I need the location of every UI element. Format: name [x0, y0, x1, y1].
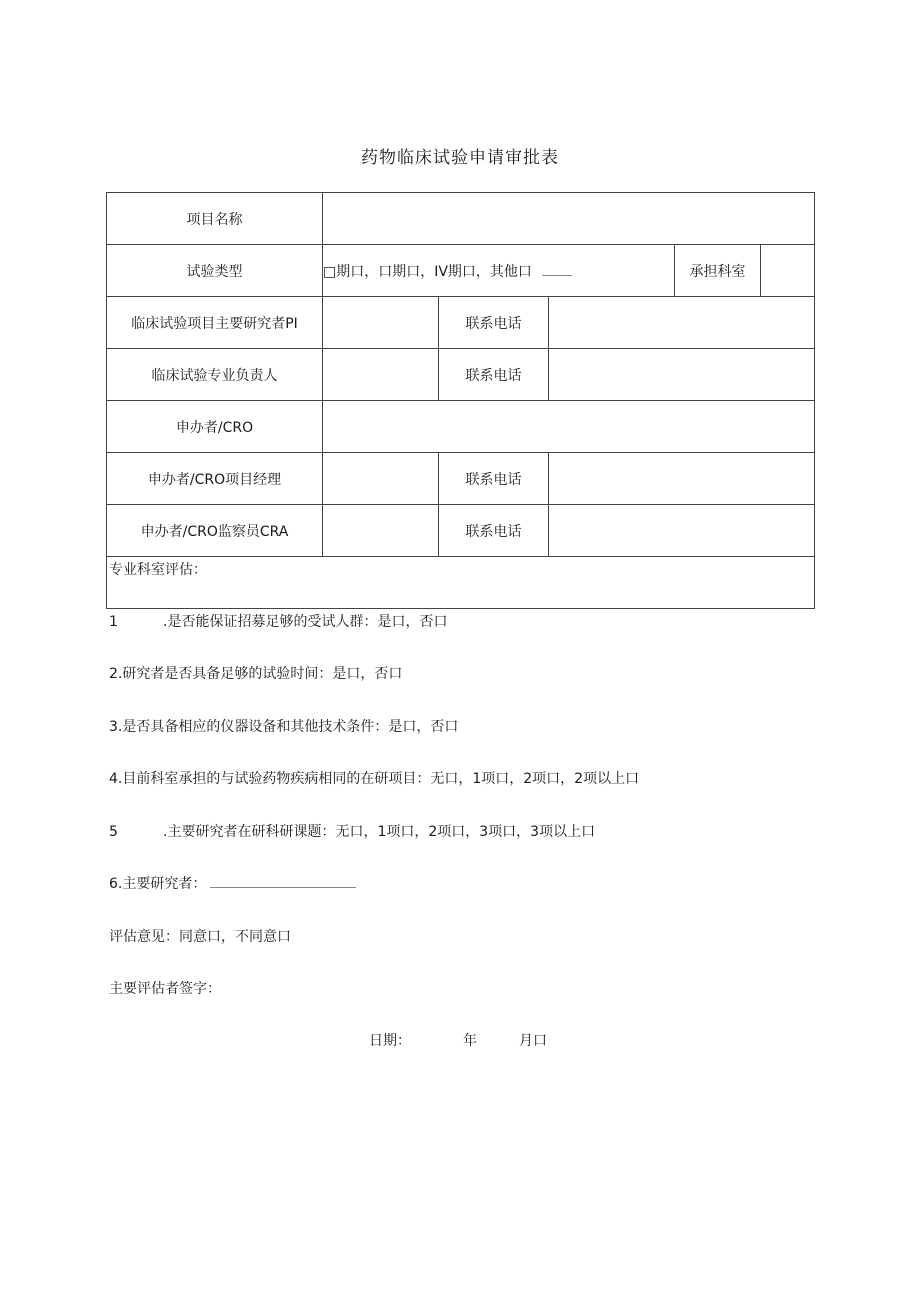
item-1-number: 1: [109, 614, 118, 630]
dept-field[interactable]: [761, 245, 815, 297]
row-pi: [107, 297, 815, 349]
row-specialty-head: [107, 349, 815, 401]
specialty-head-field[interactable]: [323, 349, 439, 401]
item-1-text: .是否能保证招募足够的受试人群：是口，否口: [163, 614, 448, 630]
specialty-head-phone-field[interactable]: [549, 349, 815, 401]
evaluation-item-3[interactable]: 3.是否具备相应的仪器设备和其他技术条件：是口，否口: [109, 719, 459, 735]
application-form-table: [106, 192, 815, 1049]
evaluation-item-6: [109, 873, 356, 893]
evaluation-heading: 专业科室评估：: [109, 562, 207, 578]
dept-label: 承担科室: [675, 245, 761, 297]
date-row[interactable]: [369, 1030, 547, 1050]
row-sponsor: [107, 401, 815, 453]
row-trial-type: [107, 245, 815, 297]
sponsor-label: 申办者/CRO: [107, 401, 323, 453]
evaluation-item-4[interactable]: 4.目前科室承担的与试验药物疾病相同的在研项目：无口，1项口，2项口，2项以上口: [109, 771, 640, 787]
sponsor-pm-label: 申办者/CRO项目经理: [107, 453, 323, 505]
row-project-name: [107, 193, 815, 245]
date-year: 年: [463, 1033, 477, 1049]
sponsor-cra-label: 申办者/CRO监察员CRA: [107, 505, 323, 557]
evaluator-signature[interactable]: 主要评估者签字：: [109, 981, 221, 997]
evaluation-opinion[interactable]: 评估意见：同意口，不同意口: [109, 929, 291, 945]
evaluation-item-1[interactable]: [109, 611, 447, 631]
trial-type-options[interactable]: [323, 245, 675, 297]
item-5-number: 5: [109, 824, 118, 840]
item-5-text: .主要研究者在研科研课题：无口，1项口，2项口，3项口，3项以上口: [163, 824, 596, 840]
pi-label: 临床试验项目主要研究者PI: [107, 297, 323, 349]
trial-type-options-text: □期口，口期口，IV期口，其他口: [323, 263, 532, 280]
specialty-head-label: 临床试验专业负责人: [107, 349, 323, 401]
row-sponsor-cra: [107, 505, 815, 557]
row-evaluation: [107, 557, 815, 609]
form-title: 药物临床试验申请审批表: [361, 148, 559, 168]
pi-field[interactable]: [323, 297, 439, 349]
main-investigator-blank[interactable]: [210, 887, 356, 888]
sponsor-pm-phone-field[interactable]: [549, 453, 815, 505]
trial-type-label: 试验类型: [107, 245, 323, 297]
row-sponsor-pm: [107, 453, 815, 505]
sponsor-cra-field[interactable]: [323, 505, 439, 557]
project-name-label: 项目名称: [107, 193, 323, 245]
other-type-blank[interactable]: [542, 275, 572, 276]
sponsor-cra-phone-label: 联系电话: [439, 505, 549, 557]
sponsor-cra-phone-field[interactable]: [549, 505, 815, 557]
evaluation-item-2[interactable]: 2.研究者是否具备足够的试验时间：是口，否口: [109, 666, 403, 682]
project-name-field[interactable]: [323, 193, 815, 245]
sponsor-pm-phone-label: 联系电话: [439, 453, 549, 505]
evaluation-section: [107, 557, 815, 1049]
evaluation-item-5[interactable]: [109, 821, 595, 841]
item-6-text: 6.主要研究者：: [109, 876, 207, 892]
date-label: 日期：: [369, 1033, 411, 1049]
date-month-day: 月口: [519, 1033, 547, 1049]
pi-phone-label: 联系电话: [439, 297, 549, 349]
sponsor-pm-field[interactable]: [323, 453, 439, 505]
specialty-head-phone-label: 联系电话: [439, 349, 549, 401]
pi-phone-field[interactable]: [549, 297, 815, 349]
sponsor-field[interactable]: [323, 401, 815, 453]
